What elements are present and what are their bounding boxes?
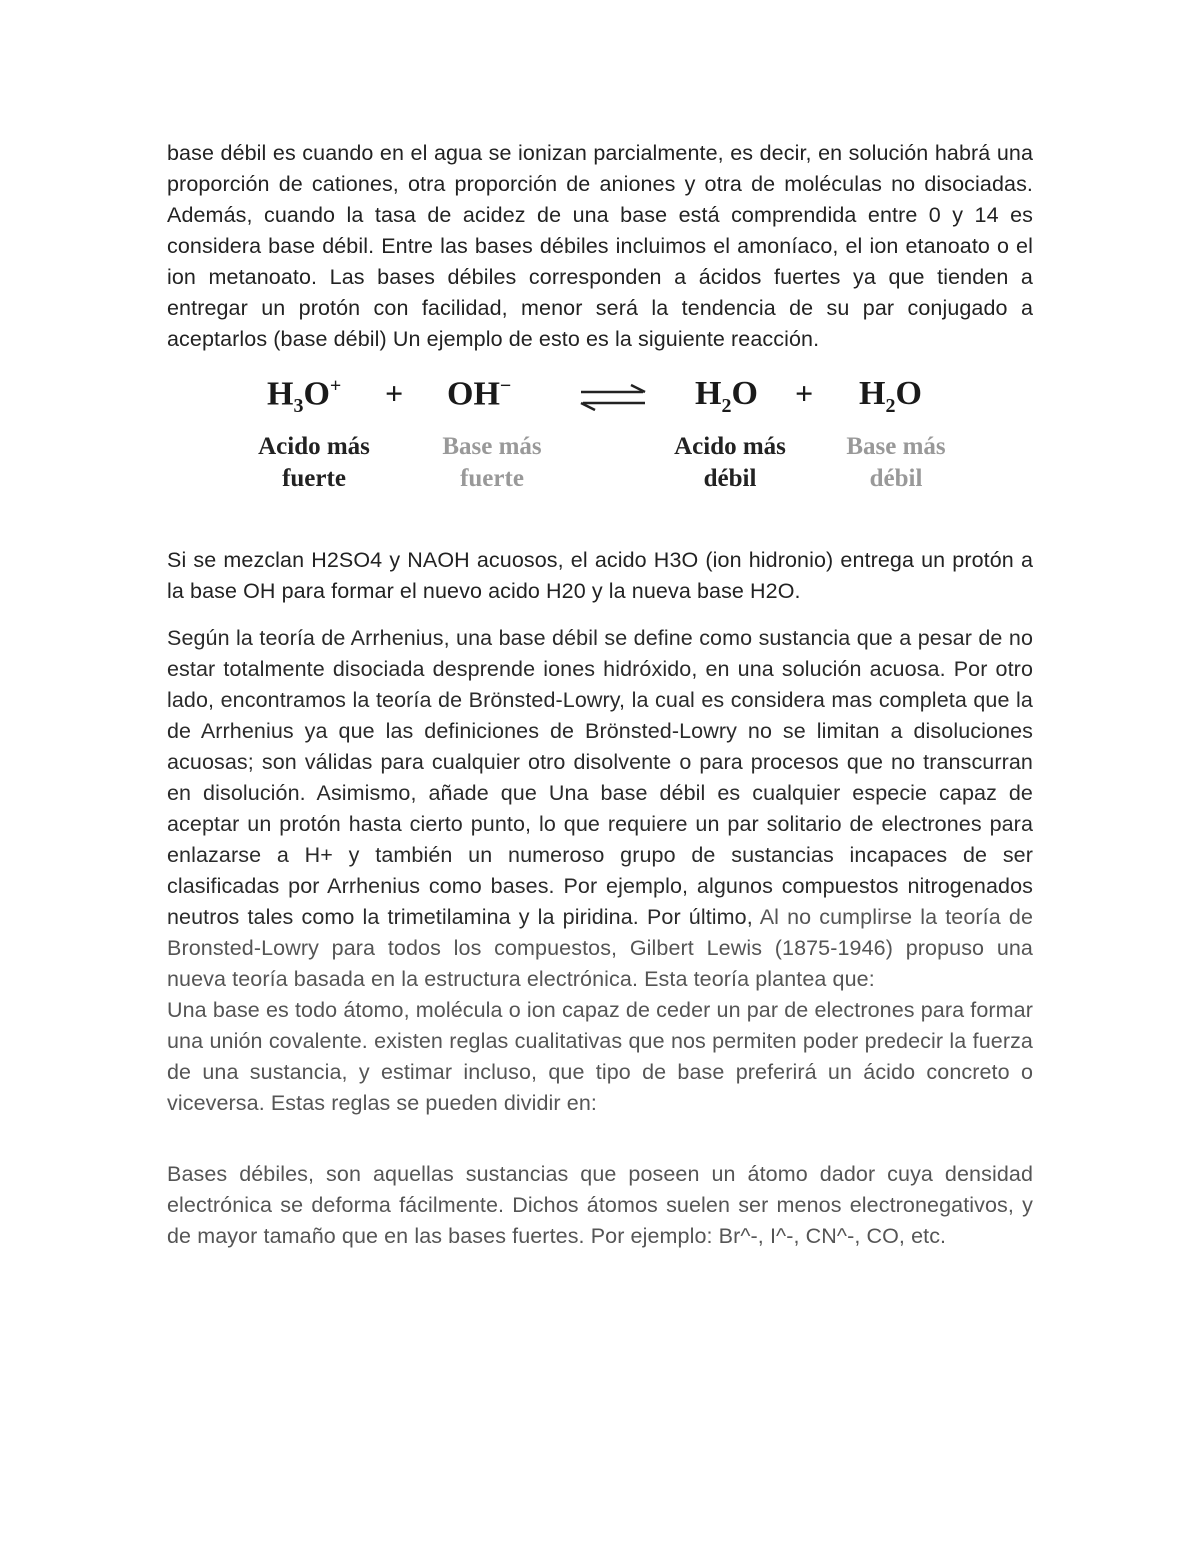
label-stronger-acid: Acido más fuerte — [258, 433, 370, 492]
document-page — [167, 138, 1033, 1252]
paragraph-reaction-explanation: Si se mezclan H2SO4 y NAOH acuosos, el acido H3O (ion hidronio) entrega un protón a la base OH para formar el nuevo acido H20 y la nueva base H2O. — [167, 548, 1033, 603]
label-weaker-base: Base más débil — [846, 433, 946, 492]
formula-hydroxide: OH− — [447, 375, 512, 413]
paragraph-weak-bases: Bases débiles, son aquellas sustancias que poseen un átomo dador cuya densidad electrónica se deforma fácilmente. Dichos átomos suelen ser menos electronegativos, y de mayor tamaño que en las bases fuertes. Por ejemplo: Br^-, I^-, CN^-, CO, etc. — [167, 1162, 1033, 1248]
paragraph-weak-base-intro: base débil es cuando en el agua se ionizan parcialmente, es decir, en solución habrá una proporción de cationes, otra proporción de aniones y otra de moléculas no disociadas. Además, cuando la tasa de acidez de una base está comprendida entre 0 y 14 es considera base débil. Entre las bases débiles incluimos el amoníaco, el ion etanoato o el ion metanoato. Las bases débiles corresponden a ácidos fuertes ya que tienden a entregar un protón con facilidad, menor será la tendencia de su par conjugado a aceptarlos (base débil) Un ejemplo de esto es la siguiente reacción. — [167, 141, 1033, 351]
plus-sign: + — [385, 375, 404, 411]
label-stronger-base: Base más fuerte — [442, 433, 542, 492]
reaction-equation-figure — [167, 355, 1033, 545]
formula-water-acid: $H_2O$ — [695, 375, 758, 417]
formula-water-base: $H_2O$ — [859, 375, 922, 417]
label-weaker-acid: Acido más débil — [674, 433, 786, 492]
theories-text: Según la teoría de Arrhenius, una base débil se define como sustancia que a pesar de no estar totalmente disociada desprende iones hidróxido, en una solución acuosa. Por otro lado, encontramos la teoría de Brönsted-Lowry, la cual es considera mas completa que la de Arrhenius ya que las definiciones de Brönsted-Lowry no se limitan a disoluciones acuosas; son válidas para cualquier otro disolvente o para procesos que no transcurran en disolución. Asimismo, añade que Una base débil es cualquier especie capaz de aceptar un protón hasta cierto punto, lo que requiere un par solitario de electrones para enlazarse a H+ y también un numeroso grupo de sustancias incapaces de ser clasificadas por Arrhenius como bases. Por ejemplo, algunos compuestos nitrogenados neutros tales como la trimetilamina y la piridina. Por último, — [167, 626, 1033, 929]
paragraph-theories — [167, 623, 1033, 995]
equilibrium-arrows-icon — [577, 383, 649, 411]
plus-sign-2: + — [795, 375, 814, 411]
paragraph-lewis-definition: Una base es todo átomo, molécula o ion capaz de ceder un par de electrones para formar una unión covalente. existen reglas cualitativas que nos permiten poder predecir la fuerza de una sustancia, y estimar incluso, que tipo de base preferirá un ácido concreto o viceversa. Estas reglas se pueden dividir en: — [167, 998, 1033, 1115]
formula-hydronium: $H_3O^+$ — [267, 375, 342, 418]
lewis-text: Al no cumplirse la teoría de Bronsted-Lowry para todos los compuestos, Gilbert Lewis (1875-1946) propuso una nueva teoría basada en la estructura electrónica. Esta teoría plantea que: — [167, 905, 1033, 991]
